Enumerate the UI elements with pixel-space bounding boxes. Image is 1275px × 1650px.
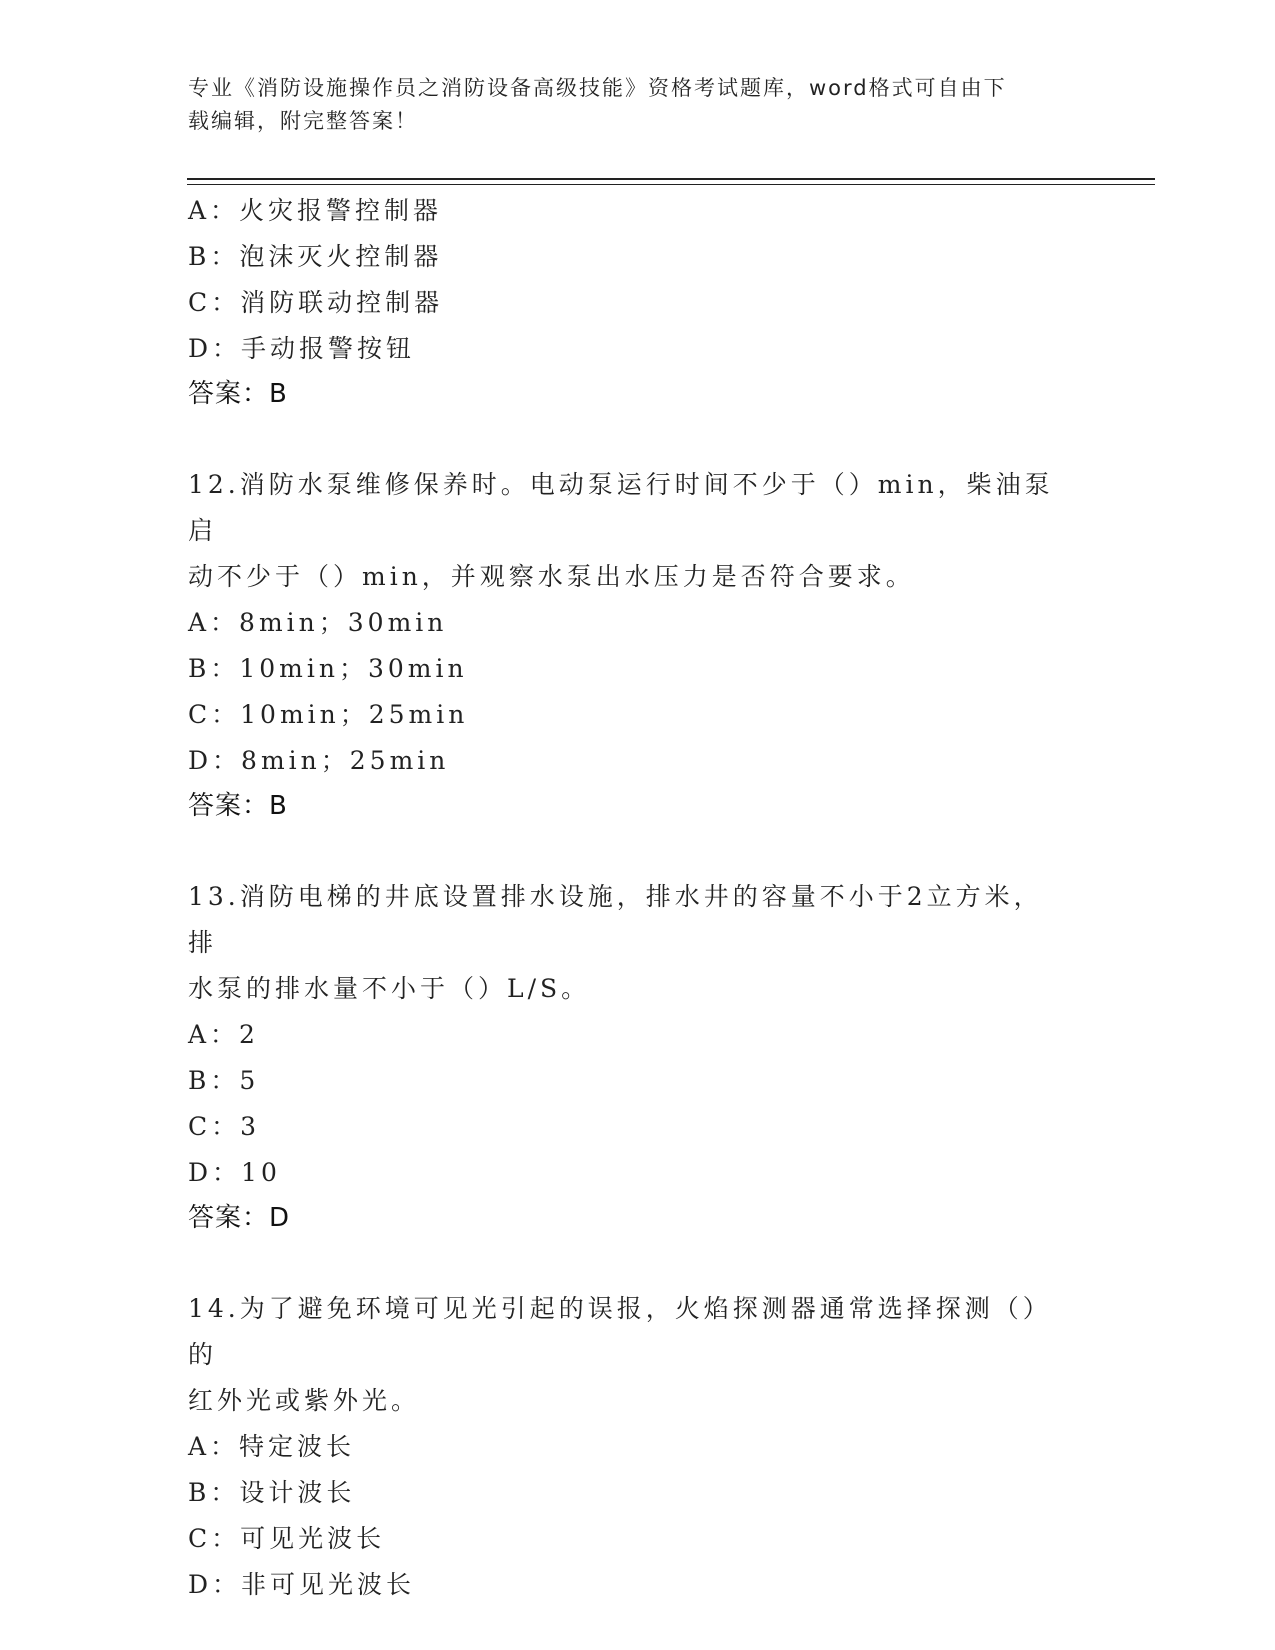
question-text-line-1: 13.消防电梯的井底设置排水设施，排水井的容量不小于2立方米，排 [188, 882, 1043, 957]
question-text-line-2: 动不少于（）min，并观察水泵出水压力是否符合要求。 [188, 562, 915, 591]
header-line-1: 专业《消防设施操作员之消防设备高级技能》资格考试题库，word格式可自由下 [188, 76, 1007, 100]
option-b: B：5 [188, 1066, 260, 1095]
option-a: A：特定波长 [188, 1432, 356, 1461]
header-divider-thick [187, 178, 1155, 180]
option-c: C：可见光波长 [188, 1524, 386, 1553]
option-c: C：消防联动控制器 [188, 288, 444, 317]
document-header [188, 72, 1068, 138]
option-d: D：8min；25min [188, 746, 450, 775]
question-text [188, 874, 1068, 1012]
question-text [188, 462, 1068, 600]
question-14 [188, 1286, 1088, 1608]
question-text [188, 1286, 1068, 1424]
option-b: B：设计波长 [188, 1478, 356, 1507]
question-13 [188, 874, 1088, 1240]
option-a: A：8min；30min [188, 608, 448, 637]
question-text-line-1: 14.为了避免环境可见光引起的误报，火焰探测器通常选择探测（）的 [188, 1294, 1052, 1369]
header-divider-thin [187, 184, 1155, 185]
option-b: B：10min；30min [188, 654, 468, 683]
option-c: C：10min；25min [188, 700, 469, 729]
header-line-2: 载编辑，附完整答案！ [188, 109, 418, 133]
answer-label: 答案：B [188, 379, 288, 409]
option-d: D：10 [188, 1158, 281, 1187]
option-a: A：火灾报警控制器 [188, 196, 443, 225]
option-b: B：泡沫灭火控制器 [188, 242, 443, 271]
option-a: A：2 [188, 1020, 259, 1049]
answer-label: 答案：D [188, 1203, 291, 1233]
answer-label: 答案：B [188, 791, 288, 821]
question-text-line-1: 12.消防水泵维修保养时。电动泵运行时间不少于（）min，柴油泵启 [188, 470, 1054, 545]
question-11 [188, 188, 1088, 416]
option-c: C：3 [188, 1112, 261, 1141]
option-d: D：非可见光波长 [188, 1570, 416, 1599]
question-text-line-2: 水泵的排水量不小于（）L/S。 [188, 974, 591, 1003]
question-list [188, 188, 1088, 1608]
question-text-line-2: 红外光或紫外光。 [188, 1386, 421, 1415]
option-d: D：手动报警按钮 [188, 334, 416, 363]
question-12 [188, 462, 1088, 828]
